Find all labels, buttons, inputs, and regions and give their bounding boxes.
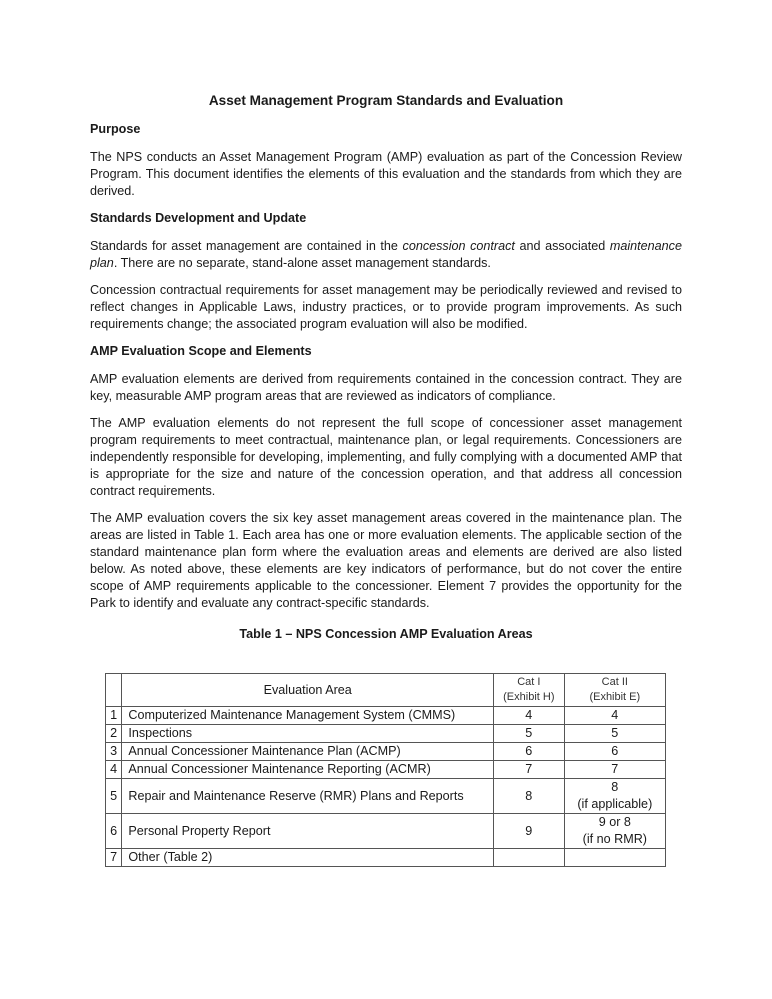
table-row — [106, 743, 666, 761]
section-heading-scope: AMP Evaluation Scope and Elements — [90, 344, 312, 358]
document-page — [90, 92, 682, 652]
row-cat2-note: (if no RMR) — [582, 832, 647, 846]
table-row — [106, 814, 666, 849]
section-heading-purpose: Purpose — [90, 122, 141, 136]
italic-concession-contract: concession contract — [402, 239, 515, 253]
header-number — [106, 674, 122, 707]
row-number: 7 — [106, 849, 122, 867]
row-area: Personal Property Report — [122, 814, 494, 849]
scope-paragraph-3: The AMP evaluation covers the six key asset management areas covered in the maintenance plan. The areas are listed in Table 1. Each area has one or more evaluation elements. The applicable section of the standard maintenance plan form where the evaluation areas and elements are derived are also listed below. As noted above, these elements are key indicators of performance, but do not cover the entire scope of AMP requirements applicable to the concessioner. Element 7 provides the opportunity for the Park to identify and evaluate any contract-specific standards. — [90, 511, 682, 610]
table-row — [106, 779, 666, 814]
row-number: 1 — [106, 707, 122, 725]
row-cat2: 5 — [564, 725, 665, 743]
row-area: Computerized Maintenance Management System (CMMS) — [122, 707, 494, 725]
header-cat1-label: Cat I — [517, 676, 541, 688]
header-evaluation-area: Evaluation Area — [122, 674, 494, 707]
row-area: Repair and Maintenance Reserve (RMR) Plans and Reports — [122, 779, 494, 814]
row-cat2-value: 8 — [611, 780, 619, 794]
standards-paragraph-2: Concession contractual requirements for asset management may be periodically reviewed and revised to reflect changes in Applicable Laws, industry practices, or to provide program improvements. As such requirements change; the associated program evaluation will also be modified. — [90, 283, 682, 331]
header-cat1-exhibit: (Exhibit H) — [503, 691, 555, 703]
italic-maintenance-plan: maintenance plan — [90, 239, 682, 270]
evaluation-areas-table — [105, 673, 666, 867]
section-heading-standards: Standards Development and Update — [90, 211, 307, 225]
standards-paragraph-1 — [90, 238, 682, 272]
header-cat2 — [564, 674, 665, 707]
row-cat1 — [494, 849, 565, 867]
row-number: 2 — [106, 725, 122, 743]
row-number: 3 — [106, 743, 122, 761]
row-cat2-value: 9 or 8 — [598, 815, 631, 829]
header-cat1 — [494, 674, 565, 707]
row-cat2: 7 — [564, 761, 665, 779]
row-number: 5 — [106, 779, 122, 814]
row-cat2 — [564, 779, 665, 814]
row-cat1: 8 — [494, 779, 565, 814]
row-area: Inspections — [122, 725, 494, 743]
row-cat2: 4 — [564, 707, 665, 725]
purpose-paragraph: The NPS conducts an Asset Management Program (AMP) evaluation as part of the Concession Review Program. This document identifies the elements of this evaluation and the standards from which they are derived. — [90, 150, 682, 198]
row-area: Annual Concessioner Maintenance Plan (ACMP) — [122, 743, 494, 761]
table-row — [106, 725, 666, 743]
table-row — [106, 849, 666, 867]
row-cat1: 7 — [494, 761, 565, 779]
row-cat2-note: (if applicable) — [577, 797, 653, 811]
scope-paragraph-2: The AMP evaluation elements do not represent the full scope of concessioner asset management program requirements to meet contractual, maintenance plan, or legal requirements. Concessioners are independently responsible for developing, implementing, and fully complying with a documented AMP that is appropriate for the size and nature of the concession operation, and that address all concession contract requirements. — [90, 416, 682, 498]
text-run: Standards for asset management are contained in the — [90, 239, 403, 253]
scope-paragraph-1: AMP evaluation elements are derived from requirements contained in the concession contract. They are key, measurable AMP program areas that are reviewed as indicators of compliance. — [90, 372, 682, 403]
document-title: Asset Management Program Standards and Evaluation — [208, 93, 564, 108]
row-cat1: 6 — [494, 743, 565, 761]
row-cat2 — [564, 849, 665, 867]
row-area: Other (Table 2) — [122, 849, 494, 867]
table-caption: Table 1 – NPS Concession AMP Evaluation Areas — [239, 627, 533, 641]
row-number: 6 — [106, 814, 122, 849]
table-row — [106, 707, 666, 725]
row-cat1: 4 — [494, 707, 565, 725]
row-area: Annual Concessioner Maintenance Reporting (ACMR) — [122, 761, 494, 779]
table-header-row — [106, 674, 666, 707]
row-number: 4 — [106, 761, 122, 779]
text-run: . There are no separate, stand-alone asset management standards. — [113, 256, 491, 270]
row-cat2 — [564, 814, 665, 849]
text-run: and associated — [514, 239, 610, 253]
header-cat2-exhibit: (Exhibit E) — [589, 691, 641, 703]
header-cat2-label: Cat II — [601, 676, 628, 688]
row-cat1: 5 — [494, 725, 565, 743]
table-row — [106, 761, 666, 779]
row-cat1: 9 — [494, 814, 565, 849]
row-cat2: 6 — [564, 743, 665, 761]
